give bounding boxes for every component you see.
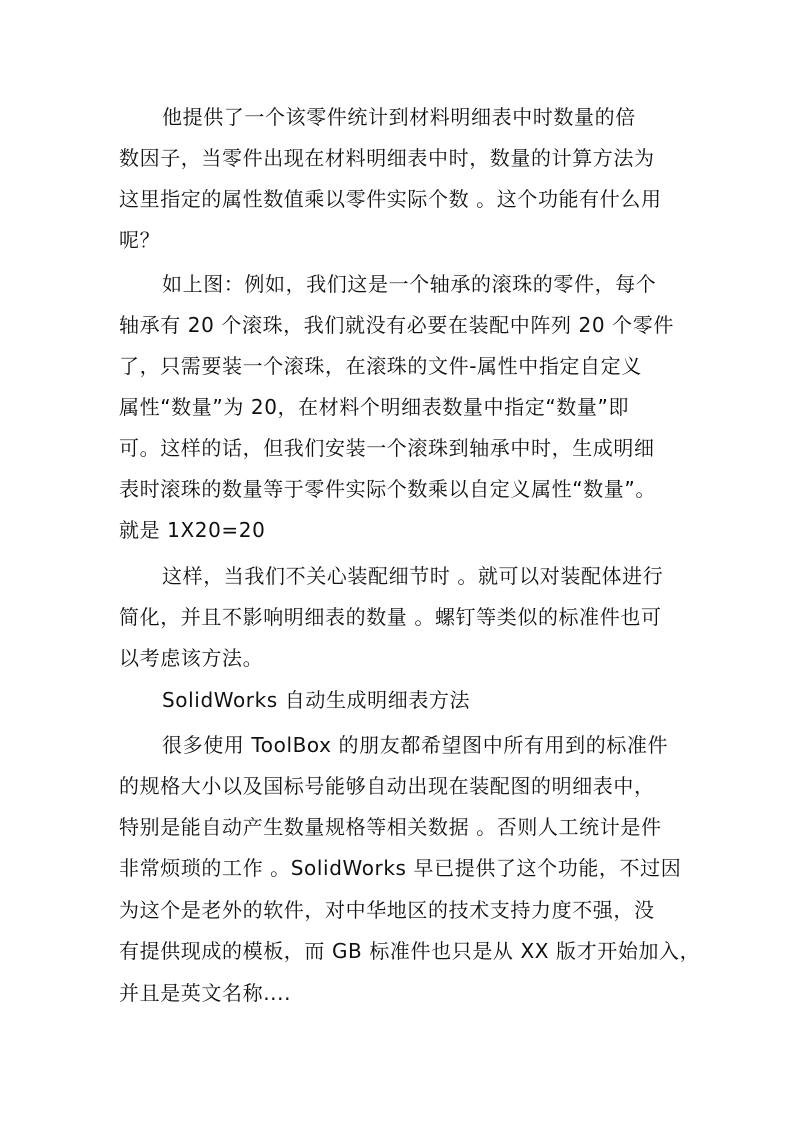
paragraph-2-line-1: 如上图：例如，我们这是一个轴承的滚珠的零件，每个 (162, 272, 657, 296)
paragraph-2-line-4: 属性“数量”为 20，在材料个明细表数量中指定“数量”即 (119, 395, 630, 419)
paragraph-2-line-6: 表时滚珠的数量等于零件实际个数乘以自定义属性“数量”。 (119, 477, 656, 501)
paragraph-5-line-5: 为这个是老外的软件，对中华地区的技术支持力度不强，没 (119, 898, 655, 922)
paragraph-5-line-2: 的规格大小以及国标号能够自动出现在装配图的明细表中， (119, 774, 655, 798)
paragraph-5-line-1: 很多使用 ToolBox 的朋友都希望图中所有用到的标准件 (162, 733, 669, 757)
paragraph-1-line-1: 他提供了一个该零件统计到材料明细表中时数量的倍 (162, 105, 636, 129)
section-heading: SolidWorks 自动生成明细表方法 (162, 688, 471, 712)
paragraph-2-line-5: 可。这样的话，但我们安装一个滚珠到轴承中时，生成明细 (119, 436, 655, 460)
paragraph-1-line-4: 呢？ (119, 228, 161, 252)
paragraph-2-line-7: 就是 1X20=20 (119, 518, 266, 542)
paragraph-5-line-3: 特别是能自动产生数量规格等相关数据 。否则人工统计是件 (119, 815, 662, 839)
paragraph-2-line-2: 轴承有 20 个滚珠，我们就没有必要在装配中阵列 20 个零件 (119, 313, 674, 337)
paragraph-2-line-3: 了，只需要装一个滚珠，在滚珠的文件-属性中指定自定义 (119, 354, 642, 378)
paragraph-5-line-4: 非常烦琐的工作 。SolidWorks 早已提供了这个功能，不过因 (119, 856, 682, 880)
paragraph-5-line-6: 有提供现成的模板，而 GB 标准件也只是从 XX 版才开始加入， (119, 939, 701, 963)
paragraph-3-line-3: 以考虑该方法。 (119, 646, 264, 670)
paragraph-1-line-2: 数因子，当零件出现在材料明细表中时，数量的计算方法为 (119, 146, 655, 170)
paragraph-3-line-2: 简化，并且不影响明细表的数量 。螺钉等类似的标准件也可 (119, 605, 662, 629)
paragraph-3-line-1: 这样，当我们不关心装配细节时 。就可以对装配体进行 (162, 564, 664, 588)
paragraph-1-line-3: 这里指定的属性数值乘以零件实际个数 。这个功能有什么用 (119, 187, 662, 211)
paragraph-5-line-7: 并且是英文名称.... (119, 981, 292, 1005)
